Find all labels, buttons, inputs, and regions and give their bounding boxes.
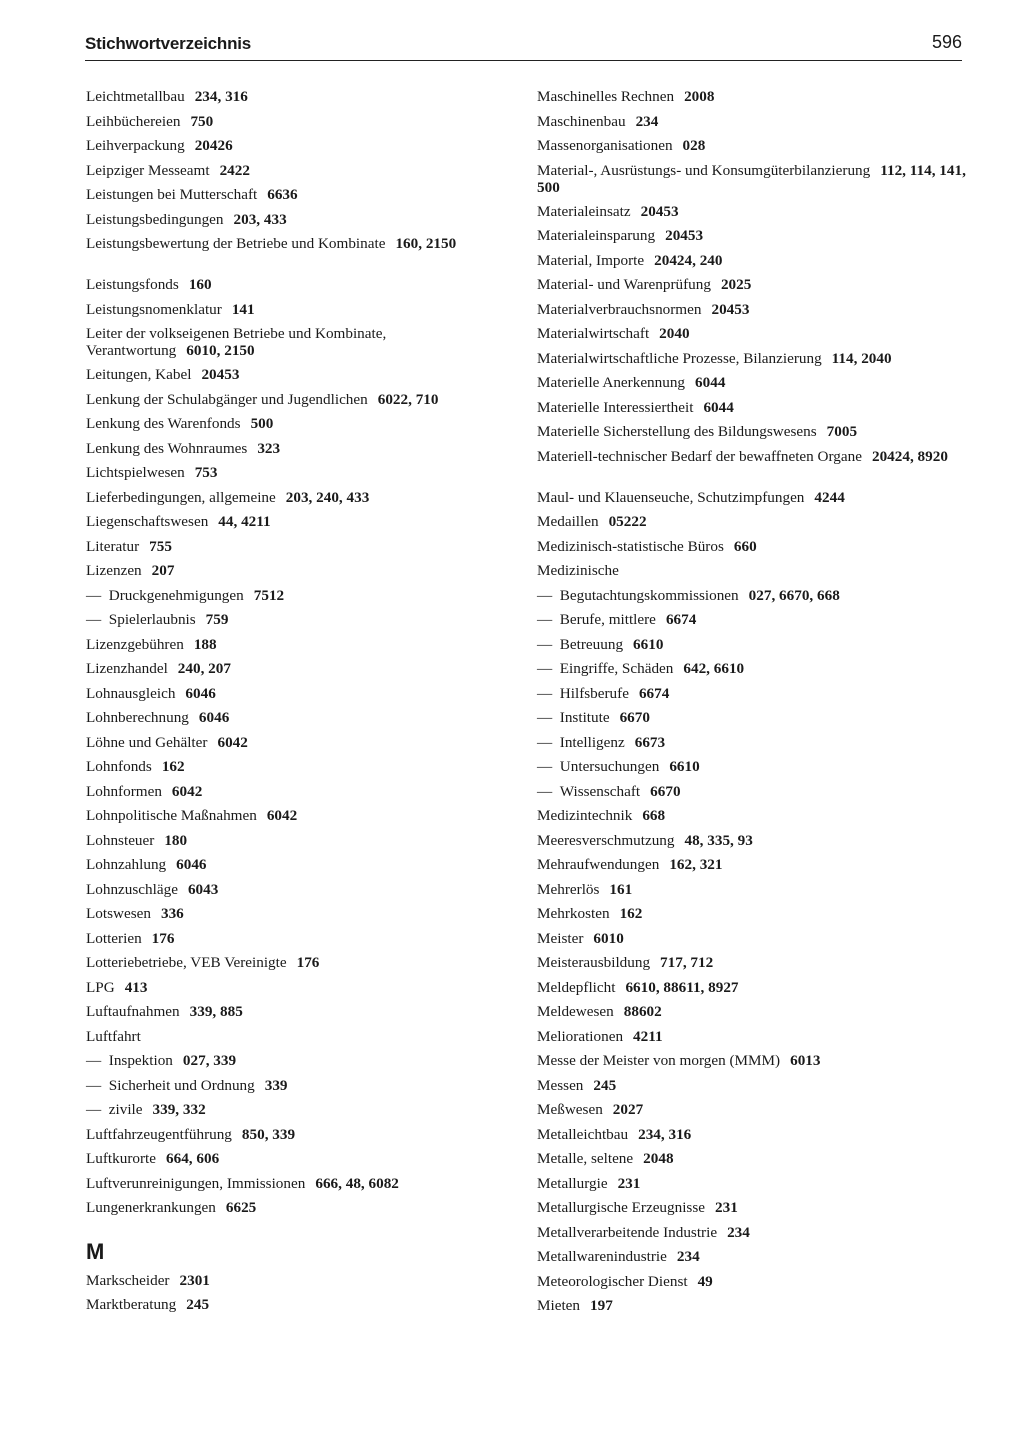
index-entry: [86, 440, 516, 465]
entry-references: 2048: [643, 1150, 674, 1167]
index-entry: [537, 513, 967, 538]
entry-term: Leistungsfonds: [86, 276, 179, 293]
entry-term: Lohnausgleich: [86, 684, 176, 702]
entry-references: 88602: [623, 1003, 662, 1020]
entry-references: 6610: [633, 635, 664, 653]
entry-term: Lohnberechnung: [86, 709, 189, 726]
entry-term: Maschinenbau: [537, 112, 626, 130]
entry-references: 7005: [826, 423, 858, 440]
index-entry: [86, 235, 516, 276]
index-entry: [537, 1052, 967, 1077]
index-entry: [537, 399, 967, 424]
entry-term: — Betreuung: [537, 636, 623, 653]
entry-references: 759: [205, 611, 229, 628]
entry-references: 112, 114, 141, 500: [537, 161, 966, 196]
entry-references: 05222: [608, 513, 647, 530]
entry-references: 44, 4211: [218, 513, 271, 530]
index-entry: [86, 562, 516, 587]
index-entry: [86, 137, 516, 162]
entry-references: 245: [593, 1076, 617, 1094]
entry-term: Metallverarbeitende Industrie: [537, 1223, 718, 1241]
index-entry: [537, 807, 967, 832]
entry-references: 6674: [638, 684, 670, 702]
entry-term: — Sicherheit und Ordnung: [86, 1077, 255, 1094]
entry-references: 20426: [194, 137, 233, 154]
index-entry: [86, 162, 516, 187]
index-entry: [86, 881, 516, 906]
entry-references: 240, 207: [177, 660, 231, 677]
index-entry: [86, 538, 516, 563]
entry-references: 207: [151, 562, 175, 579]
entry-term: Mehraufwendungen: [537, 856, 660, 873]
entry-term: Luftfahrt: [86, 1027, 141, 1045]
entry-references: 162: [161, 758, 185, 775]
entry-references: 203, 433: [233, 210, 287, 228]
index-entry: [537, 301, 967, 326]
index-entry: [537, 88, 967, 113]
entry-term: Liegenschaftswesen: [86, 513, 209, 530]
entry-term: Lohnpolitische Maßnahmen: [86, 807, 257, 824]
index-entry: [537, 1028, 967, 1053]
index-entry: [86, 685, 516, 710]
entry-term: Lohnfonds: [86, 758, 152, 775]
entry-references: 6046: [198, 709, 230, 726]
entry-references: 668: [642, 807, 666, 824]
index-entry: [86, 758, 516, 783]
entry-term: Material- und Warenprüfung: [537, 276, 711, 293]
entry-term: Messen: [537, 1076, 584, 1094]
entry-references: 750: [190, 112, 214, 130]
entry-references: 6042: [217, 733, 248, 751]
index-entry: [537, 1297, 967, 1322]
entry-references: 6673: [634, 733, 666, 751]
entry-term: LPG: [86, 978, 115, 996]
entry-term: — Druckgenehmigungen: [86, 587, 244, 604]
entry-term: Leihverpackung: [86, 137, 185, 154]
entry-references: 162: [619, 905, 643, 922]
entry-term: Leihbüchereien: [86, 112, 181, 130]
index-list-m: [86, 1272, 516, 1321]
index-entry: [86, 1003, 516, 1028]
entry-references: 231: [715, 1199, 738, 1216]
entry-references: 339, 885: [189, 1003, 243, 1020]
index-entry: [537, 1150, 967, 1175]
index-entry: [537, 350, 967, 375]
entry-term: Literatur: [86, 537, 140, 555]
index-entry: [86, 88, 516, 113]
index-entry: [537, 1101, 967, 1126]
entry-term: Massenorganisationen: [537, 137, 673, 154]
index-entry: [537, 489, 967, 514]
entry-references: 160: [188, 276, 212, 293]
entry-references: 6043: [187, 880, 219, 898]
index-entry: [86, 366, 516, 391]
index-subentry: [86, 1077, 516, 1102]
index-entry: [86, 832, 516, 857]
entry-term: Materielle Anerkennung: [537, 374, 686, 391]
index-entry: [537, 562, 967, 587]
entry-references: 114, 2040: [831, 349, 892, 367]
entry-references: 6042: [266, 807, 298, 824]
entry-term: Leichtmetallbau: [86, 88, 185, 105]
entry-term: Luftaufnahmen: [86, 1003, 180, 1020]
index-subentry: [537, 685, 967, 710]
entry-term: Lohnformen: [86, 782, 162, 800]
index-entry: [537, 832, 967, 857]
entry-references: 176: [296, 954, 320, 971]
entry-term: — Inspektion: [86, 1052, 173, 1069]
entry-references: 6013: [790, 1052, 821, 1069]
entry-term: Leistungsbewertung der Betriebe und Kombinate: [86, 235, 386, 252]
entry-references: 660: [733, 537, 757, 555]
entry-references: 188: [193, 635, 217, 653]
page-title: Stichwortverzeichnis: [85, 34, 252, 53]
index-entry: [86, 113, 516, 138]
entry-references: 161: [609, 880, 633, 898]
index-subentry: [537, 783, 967, 808]
index-entry: [537, 162, 967, 203]
entry-references: 6046: [176, 856, 207, 873]
index-entry: [537, 1077, 967, 1102]
index-subentry: [537, 636, 967, 661]
index-entry: [86, 1150, 516, 1175]
entry-references: 666, 48, 6082: [315, 1174, 399, 1192]
entry-term: Materialeinsparung: [537, 227, 656, 244]
index-entry: [537, 448, 967, 489]
index-entry: [86, 1126, 516, 1151]
entry-term: — Intelligenz: [537, 734, 625, 751]
entry-term: Mehrkosten: [537, 905, 610, 922]
entry-references: 234: [676, 1248, 700, 1265]
entry-references: 6610, 88611, 8927: [625, 978, 739, 996]
entry-term: Medizintechnik: [537, 807, 633, 824]
index-subentry: [537, 734, 967, 759]
index-entry: [537, 325, 967, 350]
entry-term: — Eingriffe, Schäden: [537, 660, 673, 677]
entry-references: 2422: [219, 161, 250, 179]
entry-references: 6670: [619, 709, 650, 726]
index-column-right: [537, 88, 967, 1322]
entry-term: Material, Importe: [537, 251, 645, 269]
index-entry: [86, 734, 516, 759]
index-entry: [86, 636, 516, 661]
entry-references: 6044: [695, 374, 726, 391]
entry-references: 028: [682, 137, 706, 154]
index-entry: [537, 1273, 967, 1298]
index-entry: [86, 979, 516, 1004]
entry-term: Metallurgische Erzeugnisse: [537, 1199, 705, 1216]
index-entry: [86, 954, 516, 979]
index-entry: [537, 252, 967, 277]
entry-references: 20453: [665, 227, 704, 244]
entry-references: 2040: [659, 325, 690, 342]
entry-term: Lohnsteuer: [86, 831, 155, 849]
entry-references: 850, 339: [241, 1125, 296, 1143]
entry-references: 339: [264, 1076, 288, 1094]
entry-term: Markscheider: [86, 1271, 170, 1289]
entry-term: Medizinisch-statistische Büros: [537, 537, 724, 555]
entry-references: 197: [590, 1297, 613, 1314]
index-list-m-continued: [537, 88, 967, 1322]
section-letter: M: [86, 1238, 105, 1264]
entry-references: 141: [231, 300, 255, 318]
entry-term: Meldepflicht: [537, 978, 616, 996]
index-entry: [86, 513, 516, 538]
index-entry: [537, 276, 967, 301]
entry-term: Meßwesen: [537, 1101, 603, 1118]
index-subentry: [537, 660, 967, 685]
entry-references: 6670: [650, 782, 681, 800]
entry-term: Lizenzen: [86, 562, 142, 579]
entry-references: 642, 6610: [683, 660, 745, 677]
entry-term: Lotterien: [86, 929, 142, 947]
index-entry: [86, 807, 516, 832]
entry-references: 2008: [684, 88, 715, 105]
entry-references: 2301: [179, 1271, 210, 1289]
index-entry: [86, 660, 516, 685]
index-subentry: [537, 709, 967, 734]
entry-references: 323: [257, 439, 281, 457]
entry-term: Material-, Ausrüstungs- und Konsumgüterbilanzierung: [537, 161, 871, 179]
entry-term: Lohnzuschläge: [86, 880, 178, 898]
entry-term: Lotteriebetriebe, VEB Vereinigte: [86, 954, 287, 971]
index-entry: [537, 113, 967, 138]
entry-references: 20453: [640, 202, 679, 220]
entry-term: Meliorationen: [537, 1027, 624, 1045]
index-entry: [537, 538, 967, 563]
entry-term: Meteorologischer Dienst: [537, 1272, 688, 1290]
entry-term: Materialwirtschaftliche Prozesse, Bilanzierung: [537, 349, 822, 367]
entry-references: 6610: [669, 758, 700, 775]
entry-term: Metallwarenindustrie: [537, 1248, 667, 1265]
entry-term: Meldewesen: [537, 1003, 614, 1020]
index-entry: [86, 211, 516, 236]
entry-references: 336: [160, 905, 184, 922]
entry-references: 160, 2150: [395, 235, 457, 252]
page-number: 596: [931, 32, 962, 52]
index-entry: [86, 1028, 516, 1053]
index-subentry: [86, 611, 516, 636]
index-entry: [537, 1224, 967, 1249]
entry-term: Materialwirtschaft: [537, 325, 650, 342]
entry-references: 027, 339: [182, 1052, 237, 1069]
index-entry: [86, 489, 516, 514]
index-entry: [537, 881, 967, 906]
index-entry: [537, 227, 967, 252]
entry-references: 027, 6670, 668: [748, 586, 840, 604]
entry-references: 753: [194, 464, 218, 481]
entry-references: 48, 335, 93: [684, 831, 753, 849]
index-entry: [86, 1296, 516, 1321]
entry-term: Meister: [537, 929, 584, 947]
entry-term: Metalleichtbau: [537, 1125, 629, 1143]
entry-references: 2025: [720, 276, 752, 293]
entry-references: 500: [250, 415, 274, 432]
entry-references: 6042: [171, 782, 203, 800]
entry-term: Materialeinsatz: [537, 202, 631, 220]
index-entry: [86, 301, 516, 326]
entry-term: Lungenerkrankungen: [86, 1199, 216, 1216]
index-entry: [537, 1199, 967, 1224]
entry-term: Messe der Meister von morgen (MMM): [537, 1052, 781, 1069]
entry-term: — Institute: [537, 709, 610, 726]
entry-references: 2027: [612, 1101, 644, 1118]
entry-references: 6044: [703, 398, 734, 416]
index-entry: [537, 137, 967, 162]
entry-references: 49: [697, 1272, 713, 1290]
index-entry: [537, 905, 967, 930]
entry-term: — Wissenschaft: [537, 783, 640, 800]
entry-references: 717, 712: [660, 954, 714, 971]
index-column-left: [86, 88, 516, 1321]
index-entry: [537, 1175, 967, 1200]
entry-term: — Untersuchungen: [537, 758, 659, 775]
entry-term: — zivile: [86, 1101, 143, 1118]
index-entry: [537, 954, 967, 979]
entry-references: 20453: [711, 300, 750, 318]
entry-term: Lohnzahlung: [86, 856, 167, 873]
entry-term: Lenkung des Warenfonds: [86, 415, 241, 432]
entry-term: Mieten: [537, 1297, 581, 1314]
entry-term: Medaillen: [537, 513, 599, 530]
entry-references: 7512: [253, 586, 285, 604]
index-subentry: [86, 1101, 516, 1126]
entry-term: Leiter der volkseigenen Betriebe und Kombinate, Verantwortung: [86, 325, 387, 359]
index-entry: [86, 1272, 516, 1297]
index-entry: [537, 203, 967, 228]
entry-references: 339, 332: [152, 1101, 206, 1118]
entry-references: 4244: [814, 488, 845, 506]
entry-term: Lenkung der Schulabgänger und Jugendlichen: [86, 390, 368, 408]
entry-term: Meisterausbildung: [537, 954, 651, 971]
entry-references: 6022, 710: [377, 390, 439, 408]
index-entry: [86, 186, 516, 211]
index-entry: [86, 905, 516, 930]
entry-references: 413: [124, 978, 148, 996]
index-entry: [537, 1126, 967, 1151]
entry-references: 162, 321: [669, 856, 723, 873]
entry-term: Luftkurorte: [86, 1150, 157, 1167]
index-subentry: [537, 758, 967, 783]
entry-term: Maschinelles Rechnen: [537, 88, 675, 105]
index-entry: [537, 1248, 967, 1273]
page-header: [85, 34, 962, 61]
index-entry: [86, 464, 516, 489]
index-subentry: [537, 611, 967, 636]
index-subentry: [86, 1052, 516, 1077]
entry-term: Luftverunreinigungen, Immissionen: [86, 1174, 306, 1192]
entry-term: Medizinische: [537, 562, 619, 579]
entry-term: Metalle, seltene: [537, 1150, 634, 1167]
entry-term: Leistungsnomenklatur: [86, 300, 222, 318]
index-entry: [537, 979, 967, 1004]
entry-term: Materialverbrauchsnormen: [537, 300, 702, 318]
entry-term: Lenkung des Wohnraumes: [86, 439, 248, 457]
entry-references: 180: [164, 831, 188, 849]
entry-term: Materielle Sicherstellung des Bildungswesens: [537, 423, 817, 440]
entry-term: Luftfahrzeugentführung: [86, 1125, 232, 1143]
index-entry: [86, 856, 516, 881]
entry-term: Materielle Interessiertheit: [537, 398, 694, 416]
index-list-l: [86, 88, 516, 1224]
entry-term: Marktberatung: [86, 1296, 177, 1313]
entry-term: — Berufe, mittlere: [537, 611, 656, 628]
entry-term: Metallurgie: [537, 1174, 608, 1192]
index-entry: [86, 709, 516, 734]
index-entry: [86, 930, 516, 955]
entry-term: Lichtspielwesen: [86, 464, 185, 481]
entry-references: 6636: [267, 186, 298, 203]
index-entry: [537, 423, 967, 448]
entry-term: Lizenzhandel: [86, 660, 168, 677]
entry-term: Mehrerlös: [537, 880, 600, 898]
index-entry: [537, 856, 967, 881]
entry-term: Materiell-technischer Bedarf der bewaffneten Organe: [537, 447, 862, 465]
entry-references: 245: [186, 1296, 210, 1313]
entry-term: Löhne und Gehälter: [86, 733, 208, 751]
entry-references: 176: [151, 929, 175, 947]
entry-references: 20453: [201, 366, 240, 383]
entry-references: 664, 606: [166, 1150, 220, 1167]
entry-term: Leipziger Messeamt: [86, 161, 210, 179]
entry-references: 6010, 2150: [186, 342, 255, 359]
entry-references: 234: [635, 112, 659, 130]
entry-references: 203, 240, 433: [285, 488, 370, 506]
entry-term: Lizenzgebühren: [86, 635, 184, 653]
entry-references: 234, 316: [194, 88, 248, 105]
entry-references: 6674: [665, 611, 697, 628]
index-entry: [86, 415, 516, 440]
index-entry: [537, 930, 967, 955]
index-entry: [86, 276, 516, 301]
entry-term: — Begutachtungskommissionen: [537, 587, 739, 604]
entry-term: Leistungen bei Mutterschaft: [86, 186, 258, 203]
entry-term: Maul- und Klauenseuche, Schutzimpfungen: [537, 488, 805, 506]
entry-references: 6010: [593, 929, 624, 947]
index-entry: [86, 1175, 516, 1200]
entry-references: 6046: [185, 684, 216, 702]
entry-term: Lotswesen: [86, 905, 151, 922]
entry-references: 234, 316: [638, 1125, 692, 1143]
entry-references: 755: [149, 537, 172, 555]
index-entry: [86, 325, 516, 366]
entry-term: Leitungen, Kabel: [86, 366, 192, 383]
index-entry: [86, 1199, 516, 1224]
index-subentry: [86, 587, 516, 612]
entry-term: — Hilfsberufe: [537, 685, 629, 702]
entry-references: 20424, 8920: [871, 447, 948, 465]
index-subentry: [537, 587, 967, 612]
entry-term: Meeresverschmutzung: [537, 831, 675, 849]
entry-term: — Spielerlaubnis: [86, 611, 196, 628]
entry-term: Lieferbedingungen, allgemeine: [86, 488, 276, 506]
entry-references: 4211: [633, 1027, 663, 1045]
index-entry: [537, 1003, 967, 1028]
index-entry: [86, 391, 516, 416]
index-entry: [86, 783, 516, 808]
entry-references: 6625: [225, 1199, 257, 1216]
index-entry: [537, 374, 967, 399]
entry-references: 234: [727, 1223, 750, 1241]
entry-term: Leistungsbedingungen: [86, 210, 224, 228]
entry-references: 20424, 240: [654, 251, 723, 269]
entry-references: 231: [617, 1174, 641, 1192]
